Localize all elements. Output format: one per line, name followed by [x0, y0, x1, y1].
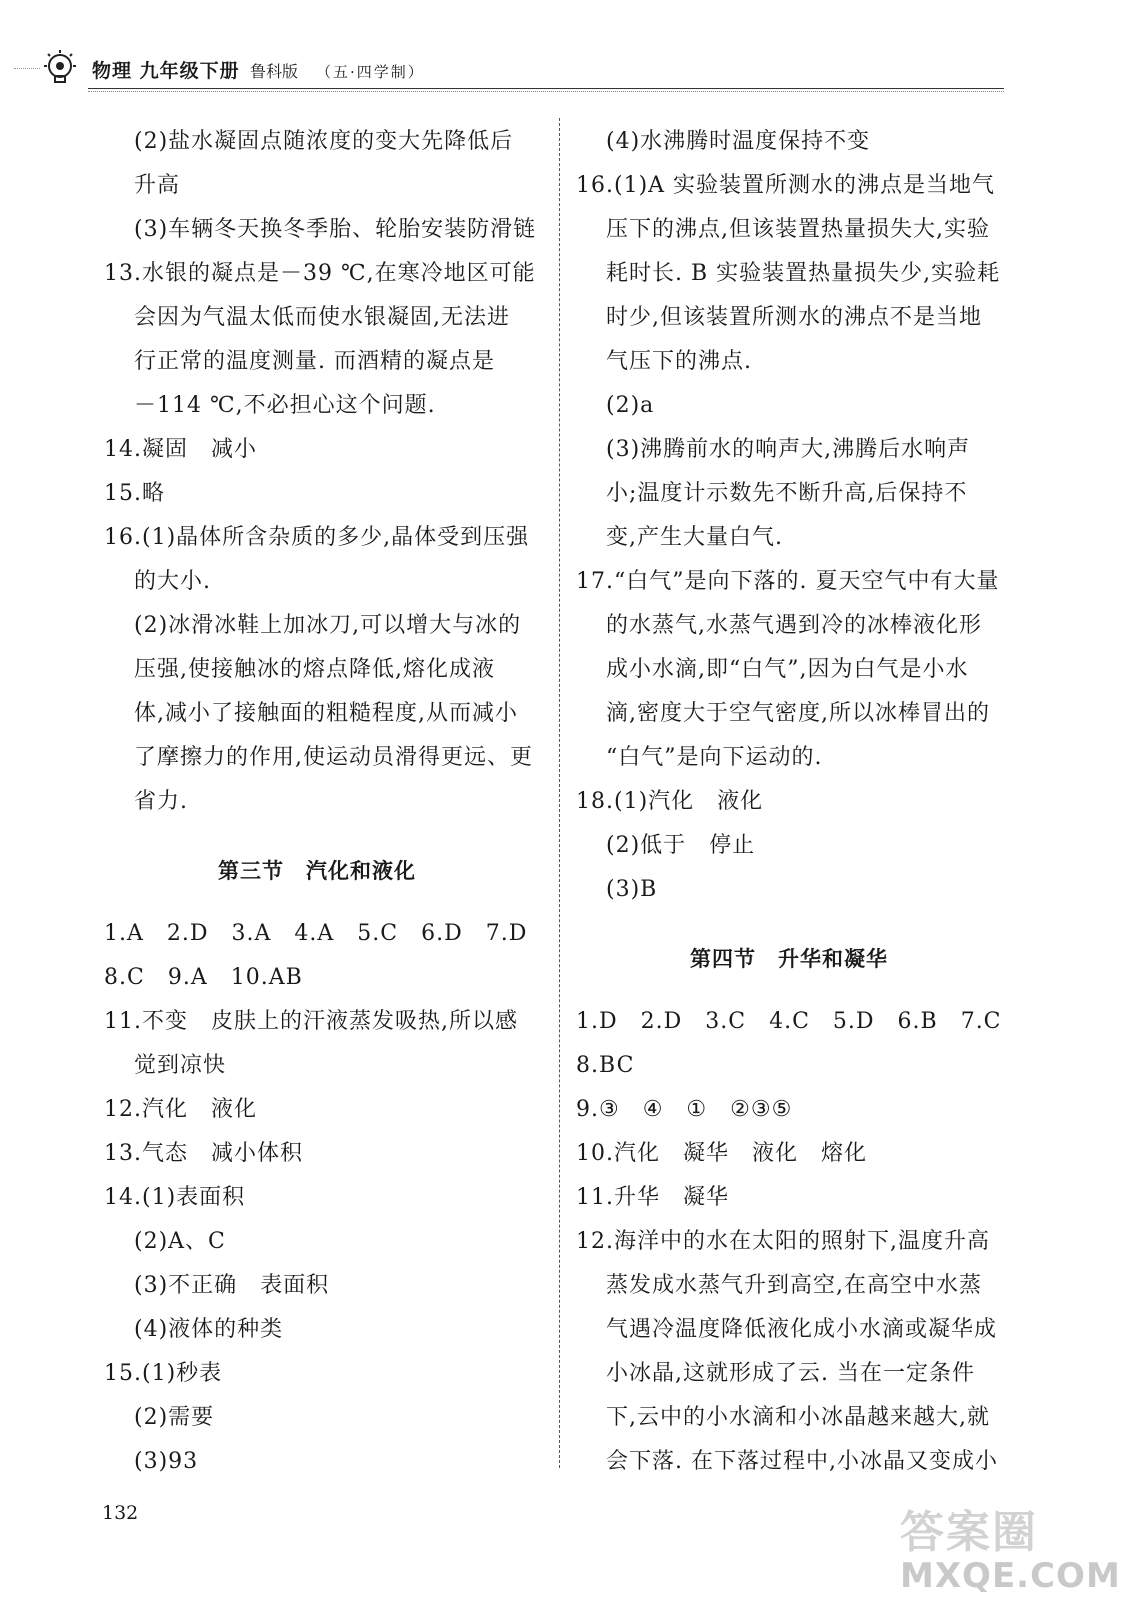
answer-line: 蒸发成水蒸气升到高空,在高空中水蒸 [606, 1273, 982, 1298]
answer-line: 压强,使接触冰的熔点降低,熔化成液 [134, 657, 495, 682]
answer-line: (3)93 [134, 1449, 199, 1474]
answer-line: (3)沸腾前水的响声大,沸腾后水响声 [606, 437, 971, 462]
header-rule [88, 88, 1004, 89]
header-dots [14, 68, 40, 69]
answer-line: 体,减小了接触面的粗糙程度,从而减小 [134, 701, 518, 726]
answer-line: 16.(1)A 实验装置所测水的沸点是当地气 [576, 173, 996, 198]
answer-line: 16.(1)晶体所含杂质的多少,晶体受到压强 [104, 525, 530, 550]
answer-line: 气压下的沸点. [606, 349, 752, 374]
answer-line: 压下的沸点,但该装置热量损失大,实验 [606, 217, 990, 242]
answer-line: 11.不变 皮肤上的汗液蒸发吸热,所以感 [104, 1009, 518, 1034]
answer-line: 17.“白气”是向下落的. 夏天空气中有大量 [576, 569, 1000, 594]
watermark-logo: 答案圈 [900, 1507, 1038, 1558]
answer-line: 18.(1)汽化 液化 [576, 789, 764, 814]
answer-line: 行正常的温度测量. 而酒精的凝点是 [134, 349, 495, 374]
answer-line: (4)水沸腾时温度保持不变 [606, 129, 871, 154]
answer-line: 15.(1)秒表 [104, 1361, 223, 1386]
answer-line: 气遇冷温度降低液化成小水滴或凝华成 [606, 1317, 998, 1342]
answer-line: 9.③ ④ ① ②③⑤ [576, 1097, 793, 1122]
answer-line: 11.升华 凝华 [576, 1185, 729, 1210]
answer-line: 时少,但该装置所测水的沸点不是当地 [606, 305, 982, 330]
answer-line: 了摩擦力的作用,使运动员滑得更远、更 [134, 745, 533, 770]
answer-line: 会下落. 在下落过程中,小冰晶又变成小 [606, 1449, 998, 1474]
answer-line: 1.A 2.D 3.A 4.A 5.C 6.D 7.D [104, 921, 528, 946]
lightbulb-icon [40, 48, 80, 88]
answer-line: 12.汽化 液化 [104, 1097, 257, 1122]
answer-line: (2)a [606, 393, 655, 418]
answer-line: 14.凝固 减小 [104, 437, 257, 462]
header-rule-dotted [88, 91, 1004, 92]
answer-line: 觉到凉快 [134, 1053, 227, 1078]
answer-line: 10.汽化 凝华 液化 熔化 [576, 1141, 867, 1166]
answer-line: 小;温度计示数先不断升高,后保持不 [606, 481, 968, 506]
answer-line: “白气”是向下运动的. [606, 745, 823, 770]
answer-line: (2)需要 [134, 1405, 215, 1430]
answer-line: 的大小. [134, 569, 211, 594]
answer-line: 8.C 9.A 10.AB [104, 965, 303, 990]
book-title: 物理 九年级下册 [92, 60, 240, 82]
edition: （五·四学制） [316, 63, 425, 81]
answer-line: (2)盐水凝固点随浓度的变大先降低后 [134, 129, 514, 154]
answer-line: 13.水银的凝点是－39 ℃,在寒冷地区可能 [104, 261, 536, 286]
answer-line: 1.D 2.D 3.C 4.C 5.D 6.B 7.C [576, 1009, 1002, 1034]
answer-line: (2)低于 停止 [606, 833, 756, 858]
answer-line: 15.略 [104, 481, 165, 506]
answer-line: (3)不正确 表面积 [134, 1273, 330, 1298]
answer-line: (2)A、C [134, 1229, 226, 1254]
answer-line: (3)B [606, 877, 658, 902]
page-header [0, 0, 1087, 100]
answer-line: (3)车辆冬天换冬季胎、轮胎安装防滑链 [134, 217, 537, 242]
answer-line: 下,云中的小水滴和小冰晶越来越大,就 [606, 1405, 990, 1430]
section-heading: 第四节 升华和凝华 [690, 947, 888, 971]
answer-line: 省力. [134, 789, 188, 814]
section-heading: 第三节 汽化和液化 [218, 859, 416, 883]
answer-line: 8.BC [576, 1053, 635, 1078]
answer-line: 成小水滴,即“白气”,因为白气是小水 [606, 657, 969, 682]
answer-line: (2)冰滑冰鞋上加冰刀,可以增大与冰的 [134, 613, 522, 638]
answer-line: 升高 [134, 173, 181, 198]
answer-line: 滴,密度大于空气密度,所以冰棒冒出的 [606, 701, 990, 726]
answer-line: 会因为气温太低而使水银凝固,无法进 [134, 305, 510, 330]
answer-line: 12.海洋中的水在太阳的照射下,温度升高 [576, 1229, 990, 1254]
answer-line: 13.气态 减小体积 [104, 1141, 303, 1166]
publisher: 鲁科版 [250, 62, 299, 81]
watermark-url: MXQE.COM [900, 1556, 1121, 1596]
answer-line: 小冰晶,这就形成了云. 当在一定条件 [606, 1361, 975, 1386]
answer-line: 的水蒸气,水蒸气遇到冷的冰棒液化形 [606, 613, 982, 638]
answer-line: (4)液体的种类 [134, 1317, 284, 1342]
answer-line: －114 ℃,不必担心这个问题. [134, 393, 436, 418]
answer-line: 14.(1)表面积 [104, 1185, 246, 1210]
column-divider [559, 118, 560, 1468]
answer-line: 变,产生大量白气. [606, 525, 783, 550]
page-number: 132 [102, 1502, 139, 1524]
answer-line: 耗时长. B 实验装置热量损失少,实验耗 [606, 261, 1001, 286]
